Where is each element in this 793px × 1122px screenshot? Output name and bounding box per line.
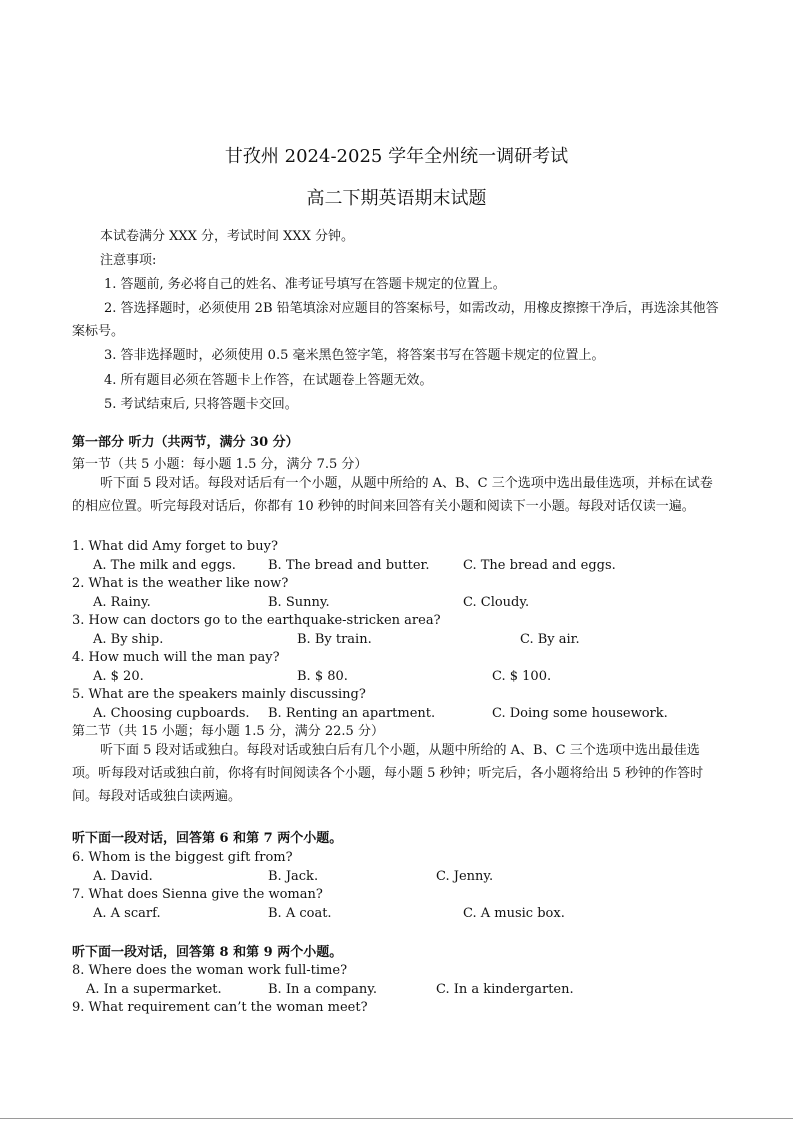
question: 3. How can doctors go to the earthquake-stricken area? (72, 613, 441, 628)
question: 4. How much will the man pay? (72, 650, 280, 665)
option-c: C. Cloudy. (463, 595, 530, 610)
question: 2. What is the weather like now? (72, 576, 289, 591)
question: 5. What are the speakers mainly discussing? (72, 687, 366, 702)
notice-item: 4. 所有题目必须在答题卡上作答，在试题卷上答题无效。 (104, 373, 433, 388)
option-b: B. $ 80. (297, 669, 348, 684)
option-a: A. Rainy. (93, 595, 151, 610)
section2-heading: 第二节（共 15 小题；每小题 1.5 分，满分 22.5 分） (72, 724, 384, 739)
option-c: C. By air. (520, 632, 580, 647)
option-a: A. A scarf. (93, 906, 161, 921)
option-a: A. By ship. (93, 632, 164, 647)
option-b: B. In a company. (268, 982, 377, 997)
option-c: C. Doing some housework. (492, 706, 668, 721)
option-c: C. $ 100. (492, 669, 552, 684)
notice-item: 5. 考试结束后, 只将答题卡交回。 (104, 397, 298, 412)
page-bottom-divider (0, 1118, 793, 1119)
option-a: A. $ 20. (93, 669, 144, 684)
option-a: A. The milk and eggs. (93, 558, 236, 573)
option-b: B. The bread and butter. (268, 558, 430, 573)
notice-item: 3. 答非选择题时，必须使用 0.5 毫米黑色签字笔，将答案书写在答题卡规定的位置上。 (104, 348, 605, 363)
option-c: C. A music box. (463, 906, 565, 921)
option-b: B. Jack. (268, 869, 319, 884)
group-heading: 听下面一段对话，回答第 6 和第 7 两个小题。 (72, 831, 343, 846)
section1-heading: 第一节（共 5 小题：每小题 1.5 分，满分 7.5 分） (72, 457, 368, 472)
question: 1. What did Amy forget to buy? (72, 539, 278, 554)
exam-subtitle: 高二下期英语期末试题 (306, 188, 487, 209)
group-heading: 听下面一段对话，回答第 8 和第 9 两个小题。 (72, 945, 343, 960)
question: 7. What does Sienna give the woman? (72, 887, 323, 902)
option-a: A. Choosing cupboards. (93, 706, 250, 721)
option-c: C. The bread and eggs. (463, 558, 616, 573)
option-b: B. By train. (297, 632, 372, 647)
notice-label: 注意事项: (100, 253, 157, 268)
option-b: B. A coat. (268, 906, 332, 921)
option-c: C. In a kindergarten. (436, 982, 574, 997)
notice-item: 1. 答题前, 务必将自己的姓名、准考证号填写在答题卡规定的位置上。 (104, 277, 506, 292)
question: 6. Whom is the biggest gift from? (72, 850, 293, 865)
question: 9. What requirement can’t the woman meet? (72, 1000, 368, 1015)
option-a: A. In a supermarket. (86, 982, 222, 997)
option-b: B. Renting an apartment. (268, 706, 436, 721)
section2-directions: 听下面 5 段对话或独白。每段对话或独白后有几个小题，从题中所给的 A、B、C 三个选项中选出最佳选项。听每段对话或独白前，你将有时间阅读各个小题，每小题 5 秒钟；听完后，各小题将给出 5 秒钟的作答时间。每段对话或独白读两遍。 (72, 743, 704, 804)
notice-item: 2. 答选择题时，必须使用 2B 铅笔填涂对应题目的答案标号，如需改动，用橡皮擦擦干净后，再选涂其他答案标号。 (72, 301, 719, 339)
instructions-intro: 本试卷满分 XXX 分，考试时间 XXX 分钟。 (100, 229, 355, 244)
section1-directions: 听下面 5 段对话。每段对话后有一个小题，从题中所给的 A、B、C 三个选项中选出最佳选项，并标在试卷的相应位置。听完每段对话后，你都有 10 秒钟的时间来回答有关小题和阅读下一小题。每段对话仅读一遍。 (72, 476, 713, 514)
option-b: B. Sunny. (268, 595, 330, 610)
question: 8. Where does the woman work full-time? (72, 963, 348, 978)
option-c: C. Jenny. (436, 869, 494, 884)
exam-title: 甘孜州 2024-2025 学年全州统一调研考试 (224, 146, 569, 167)
option-a: A. David. (93, 869, 153, 884)
part1-heading: 第一部分 听力（共两节，满分 30 分） (72, 435, 299, 450)
